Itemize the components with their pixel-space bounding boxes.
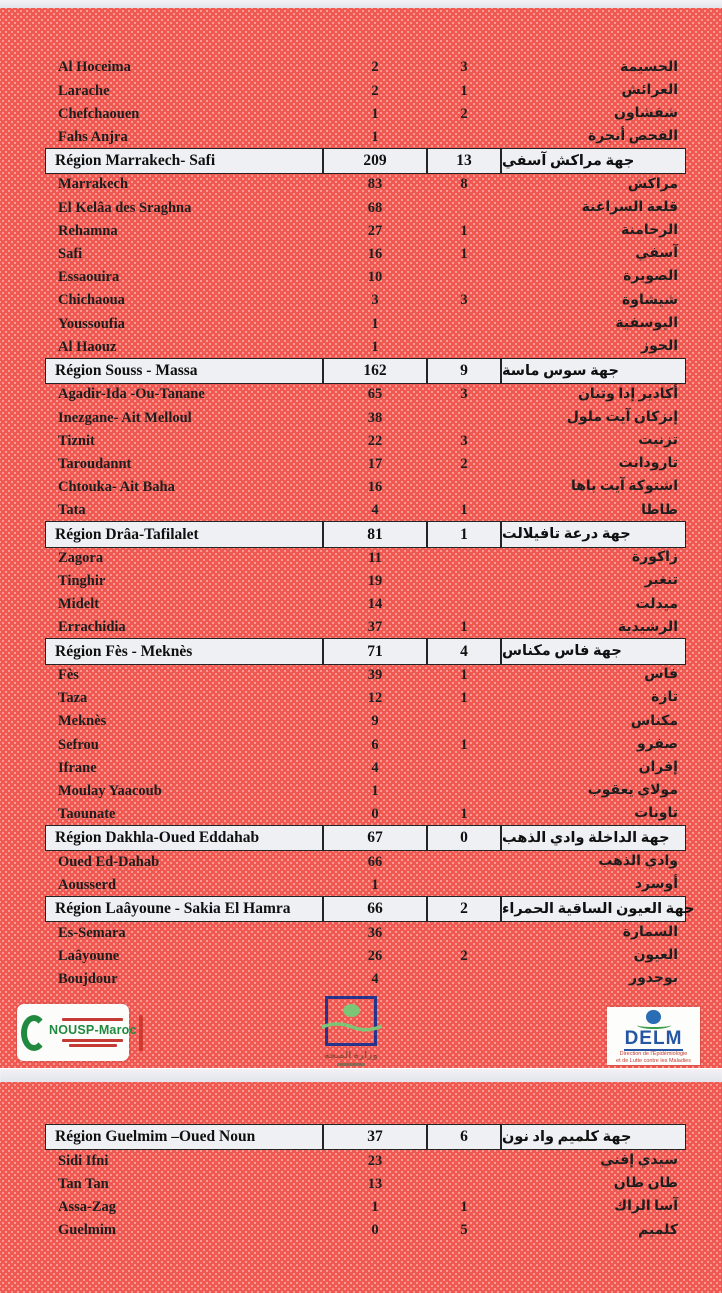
cell-name-arabic: العرائش	[621, 82, 678, 98]
table-row	[45, 944, 686, 967]
region-header-row	[45, 149, 686, 173]
cell-value-1: 67	[323, 825, 427, 851]
region-header-row	[45, 826, 686, 850]
cell-name-french: Région Guelmim –Oued Noun	[45, 1124, 323, 1150]
cell-value-2: 1	[427, 521, 501, 547]
ministry-tifinagh-microtext	[337, 1063, 366, 1066]
cell-name-arabic: ميدلت	[635, 596, 678, 612]
cell-value-1: 1	[371, 1199, 379, 1216]
cell-value-1: 1	[371, 105, 379, 122]
cell-name-arabic: الفحص أنجرة	[588, 129, 678, 145]
cell-value-1: 66	[367, 853, 383, 870]
cell-name-french: Région Marrakech- Safi	[45, 148, 323, 174]
cell-name-french: Sidi Ifni	[58, 1152, 109, 1169]
table-row	[45, 710, 686, 733]
document-page-1	[0, 8, 722, 1068]
cell-value-2: 1	[460, 806, 468, 823]
table-row	[45, 921, 686, 944]
health-ministry-emblem-icon	[325, 996, 377, 1046]
ministry-of-health-logo	[320, 996, 382, 1075]
cell-name-french: Guelmim	[58, 1222, 116, 1239]
cell-name-arabic: اشتوكة آيت باها	[570, 479, 678, 495]
cell-name-arabic: شفشاون	[614, 105, 678, 121]
cell-name-french: Chefchaouen	[58, 105, 140, 122]
cell-value-1: 17	[367, 455, 383, 472]
cell-value-1: 1	[371, 782, 379, 799]
table-row	[45, 243, 686, 266]
cell-name-french: Essaouira	[58, 269, 120, 286]
table-row	[45, 687, 686, 710]
nousp-maroc-logo	[17, 1004, 137, 1061]
cell-value-1: 4	[371, 970, 379, 987]
cell-name-french: Région Laâyoune - Sakia El Hamra	[45, 896, 323, 922]
ministry-arabic-name: وزارة الصحة	[324, 1050, 378, 1060]
cell-value-2: 1	[460, 667, 468, 684]
cell-name-arabic: آسا الزاك	[614, 1199, 678, 1215]
cell-value-2: 2	[460, 947, 468, 964]
table-row	[45, 289, 686, 312]
cell-value-2: 1	[460, 690, 468, 707]
cell-value-2: 2	[460, 455, 468, 472]
nousp-red-bar	[139, 1015, 143, 1051]
cell-value-1: 1	[371, 315, 379, 332]
cell-value-2: 1	[460, 82, 468, 99]
cell-name-french: Meknès	[58, 713, 107, 730]
cell-name-arabic: جهة مراكش آسفي	[501, 148, 686, 174]
cell-value-1: 36	[367, 924, 383, 941]
cell-name-french: Région Drâa-Tafilalet	[45, 521, 323, 547]
cell-name-arabic: اليوسفية	[615, 315, 678, 331]
cell-value-1: 37	[323, 1124, 427, 1150]
cell-value-1: 22	[367, 432, 383, 449]
cell-value-2: 13	[427, 148, 501, 174]
cell-name-arabic: قلعة السراغنة	[581, 199, 678, 215]
cell-name-french: Larache	[58, 82, 110, 99]
cell-name-french: Taroudannt	[58, 455, 132, 472]
cell-name-arabic: أكادير إدا وتنان	[577, 386, 678, 402]
cell-name-arabic: وادي الذهب	[598, 853, 678, 869]
document-page-2	[0, 1082, 722, 1293]
cell-name-arabic: العيون	[633, 947, 678, 963]
cell-name-arabic: جهة درعة تافيلالت	[501, 521, 686, 547]
table-row	[45, 593, 686, 616]
cell-value-2: 1	[460, 222, 468, 239]
cell-value-2: 1	[460, 246, 468, 263]
cell-name-french: Moulay Yaacoub	[58, 782, 162, 799]
cell-value-1: 6	[371, 736, 379, 753]
cell-name-arabic: جهة سوس ماسة	[501, 358, 686, 384]
table-row	[45, 499, 686, 522]
cell-name-arabic: شيشاوة	[622, 292, 678, 308]
cell-name-arabic: الصويرة	[623, 269, 678, 285]
table-row	[45, 102, 686, 125]
page-gap-top	[0, 0, 722, 8]
cell-value-2: 3	[460, 292, 468, 309]
cell-value-2: 8	[460, 176, 468, 193]
cell-name-arabic: آسفي	[635, 246, 678, 262]
cell-name-arabic: زاكورة	[631, 550, 678, 566]
cell-name-arabic: مراكش	[627, 176, 678, 192]
green-crescent-icon	[21, 1015, 47, 1051]
cell-value-2: 6	[427, 1124, 501, 1150]
cell-name-french: Agadir-Ida -Ou-Tanane	[58, 386, 205, 403]
table-row	[45, 780, 686, 803]
region-table-page-1	[45, 56, 695, 991]
region-header-row	[45, 897, 695, 921]
nousp-arabic-microtext	[62, 1018, 123, 1021]
cell-name-french: Sefrou	[58, 736, 99, 753]
cell-value-2: 1	[460, 619, 468, 636]
cell-name-arabic: فاس	[644, 667, 678, 683]
table-row	[45, 476, 686, 499]
cell-value-1: 2	[371, 82, 379, 99]
cell-name-french: Youssoufia	[58, 315, 125, 332]
table-row	[45, 1196, 686, 1219]
table-row	[45, 616, 686, 639]
cell-value-2: 3	[460, 432, 468, 449]
table-row	[45, 335, 686, 358]
table-row	[45, 266, 686, 289]
cell-value-1: 10	[367, 269, 383, 286]
region-table-page-2	[45, 1125, 686, 1242]
cell-name-french: Chtouka- Ait Baha	[58, 479, 175, 496]
cell-value-1: 65	[367, 386, 383, 403]
cell-name-arabic: الرشيدية	[617, 619, 678, 635]
cell-name-french: Oued Ed-Dahab	[58, 853, 160, 870]
cell-name-arabic: جهة كلميم واد نون	[501, 1124, 686, 1150]
cell-value-1: 66	[323, 896, 427, 922]
nousp-subtitle-microtext-2	[69, 1044, 117, 1047]
cell-value-2: 5	[460, 1222, 468, 1239]
cell-value-1: 9	[371, 713, 379, 730]
cell-value-2: 1	[460, 502, 468, 519]
cell-name-french: Fès	[58, 667, 79, 684]
region-header-row	[45, 359, 686, 383]
table-row	[45, 664, 686, 687]
cell-name-french: Al Hoceima	[58, 59, 131, 76]
cell-name-french: Errachidia	[58, 619, 126, 636]
cell-name-french: Ifrane	[58, 759, 97, 776]
cell-value-1: 16	[367, 246, 383, 263]
cell-value-1: 13	[367, 1175, 383, 1192]
cell-name-french: Région Dakhla-Oued Eddahab	[45, 825, 323, 851]
cell-value-1: 1	[371, 338, 379, 355]
cell-name-arabic: تاونات	[634, 806, 678, 822]
cell-value-1: 14	[367, 596, 383, 613]
delm-logo	[607, 1007, 700, 1065]
cell-name-french: Assa-Zag	[58, 1199, 117, 1216]
table-row	[45, 126, 686, 149]
table-row	[45, 968, 686, 991]
cell-value-1: 81	[323, 521, 427, 547]
cell-name-arabic: صفرو	[636, 736, 678, 752]
cell-name-french: Es-Semara	[58, 924, 126, 941]
table-row	[45, 874, 686, 897]
table-row	[45, 570, 686, 593]
cell-value-1: 12	[367, 690, 383, 707]
cell-value-2: 2	[460, 105, 468, 122]
cell-name-arabic: جهة فاس مكناس	[501, 638, 686, 664]
table-row	[45, 803, 686, 826]
cell-name-french: Inezgane- Ait Melloul	[58, 409, 192, 426]
cell-name-arabic: مكناس	[630, 713, 678, 729]
cell-value-1: 1	[371, 128, 379, 145]
table-row	[45, 196, 686, 219]
cell-value-1: 1	[371, 876, 379, 893]
cell-value-1: 19	[367, 573, 383, 590]
cell-name-arabic: كلميم	[638, 1222, 678, 1238]
cell-name-french: Aousserd	[58, 876, 117, 893]
cell-value-1: 71	[323, 638, 427, 664]
cell-name-french: Région Fès - Meknès	[45, 638, 323, 664]
cell-value-2: 4	[427, 638, 501, 664]
cell-name-french: Safi	[58, 246, 83, 263]
cell-name-french: Tan Tan	[58, 1175, 109, 1192]
cell-name-french: Taounate	[58, 806, 116, 823]
cell-value-1: 0	[371, 806, 379, 823]
cell-value-1: 39	[367, 667, 383, 684]
cell-value-2: 0	[427, 825, 501, 851]
page-gap-separator	[0, 1068, 722, 1082]
table-row	[45, 547, 686, 570]
table-row	[45, 173, 686, 196]
cell-name-arabic: تارودانت	[618, 456, 678, 472]
table-row	[45, 406, 686, 429]
cell-name-arabic: الرحامنة	[621, 223, 678, 239]
region-header-row	[45, 1125, 686, 1149]
cell-value-1: 209	[323, 148, 427, 174]
delm-logo-title: DELM	[624, 1028, 683, 1050]
cell-name-french: Région Souss - Massa	[45, 358, 323, 384]
cell-name-french: El Kelâa des Sraghna	[58, 199, 192, 216]
cell-name-french: Al Haouz	[58, 338, 117, 355]
cell-name-arabic: السمارة	[622, 924, 678, 940]
cell-name-arabic: تزنيت	[638, 433, 678, 448]
cell-name-arabic: تنغير	[644, 573, 678, 589]
table-row	[45, 1219, 686, 1242]
cell-name-french: Tata	[58, 502, 86, 519]
cell-name-arabic: تازة	[651, 690, 678, 706]
cell-name-arabic: جهة العيون الساقية الحمراء	[501, 896, 686, 922]
cell-value-1: 2	[371, 59, 379, 76]
cell-value-1: 27	[367, 222, 383, 239]
cell-name-french: Rehamna	[58, 222, 118, 239]
table-row	[45, 756, 686, 779]
cell-name-arabic: أوسرد	[634, 877, 678, 893]
table-row	[45, 312, 686, 335]
green-wave-icon	[322, 1019, 382, 1033]
region-header-row	[45, 522, 686, 546]
nousp-logo-title: NOUSP-Maroc	[49, 1023, 137, 1037]
delm-subtitle-line1: Direction de l'Epidémiologie	[619, 1051, 688, 1058]
cell-value-2: 9	[427, 358, 501, 384]
cell-value-1: 16	[367, 479, 383, 496]
cell-value-2: 1	[460, 1199, 468, 1216]
table-row	[45, 733, 686, 756]
cell-name-french: Taza	[58, 690, 88, 707]
table-row	[45, 453, 686, 476]
cell-name-arabic: الحسيمة	[620, 59, 678, 75]
table-row	[45, 1149, 686, 1172]
cell-name-french: Laâyoune	[58, 947, 120, 964]
table-row	[45, 1173, 686, 1196]
table-row	[45, 220, 686, 243]
cell-name-arabic: جهة الداخلة وادي الذهب	[501, 825, 686, 851]
cell-name-arabic: إفران	[638, 760, 678, 776]
cell-name-french: Chichaoua	[58, 292, 125, 309]
cell-name-french: Boujdour	[58, 970, 118, 987]
cell-value-1: 37	[367, 619, 383, 636]
region-header-row	[45, 639, 686, 663]
cell-value-1: 3	[371, 292, 379, 309]
cell-name-french: Marrakech	[58, 176, 129, 193]
cell-value-2: 3	[460, 59, 468, 76]
cell-value-2: 1	[460, 736, 468, 753]
cell-name-arabic: طاطا	[641, 502, 678, 518]
cell-value-1: 83	[367, 176, 383, 193]
cell-name-french: Zagora	[58, 549, 104, 566]
delm-subtitle-line2: et de Lutte contre les Maladies	[616, 1058, 691, 1065]
cell-name-french: Midelt	[58, 596, 100, 613]
cell-name-arabic: سيدي إفني	[600, 1152, 678, 1168]
table-row	[45, 429, 686, 452]
cell-value-1: 4	[371, 759, 379, 776]
cell-name-french: Tinghir	[58, 573, 106, 590]
nousp-logo-text	[47, 1018, 139, 1047]
cell-name-arabic: مولاي يعقوب	[587, 783, 678, 799]
cell-value-1: 162	[323, 358, 427, 384]
green-sun-icon	[343, 1004, 360, 1017]
cell-value-2: 2	[427, 896, 501, 922]
table-row	[45, 56, 686, 79]
cell-value-1: 11	[368, 549, 382, 566]
cell-value-1: 0	[371, 1222, 379, 1239]
cell-value-1: 4	[371, 502, 379, 519]
cell-value-1: 23	[367, 1152, 383, 1169]
cell-value-2: 3	[460, 386, 468, 403]
cell-name-arabic: طان طان	[613, 1176, 678, 1192]
cell-value-1: 26	[367, 947, 383, 964]
cell-name-arabic: الحوز	[641, 339, 678, 355]
table-row	[45, 850, 686, 873]
cell-value-1: 68	[367, 199, 383, 216]
cell-value-1: 38	[367, 409, 383, 426]
table-row	[45, 383, 686, 406]
table-row	[45, 79, 686, 102]
cell-name-arabic: إنزكان آيت ملول	[566, 409, 678, 425]
cell-name-arabic: بوجدور	[629, 971, 678, 987]
cell-name-french: Fahs Anjra	[58, 128, 128, 145]
nousp-subtitle-microtext	[62, 1039, 123, 1042]
cell-name-french: Tiznit	[58, 432, 95, 449]
